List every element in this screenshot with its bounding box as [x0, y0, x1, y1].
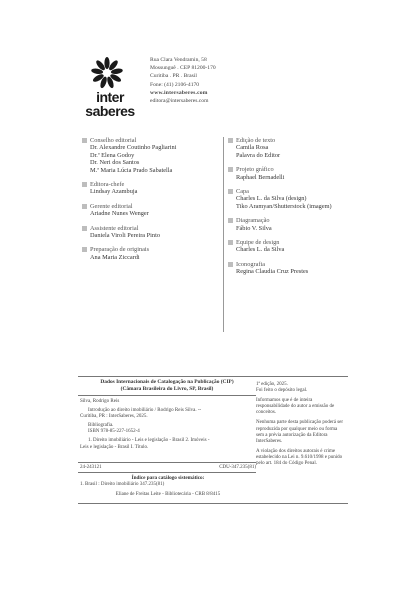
cip-imprint-line: Curitiba, PR : InterSaberes, 2025.	[80, 414, 148, 420]
bullet-square-icon	[228, 240, 233, 245]
address-neighborhood: Mossunguê . CEP 81200-170	[150, 65, 216, 72]
credit-name: Dr. Alexandre Coutinho Pagliarini	[90, 144, 177, 152]
cip-author: Silva, Rodrigo Reis	[80, 399, 120, 404]
credit-block	[82, 203, 217, 218]
reproduction-note: Nenhuma parte desta publicação poderá ser reproduzida por qualquer meio ou forma sem a prévia autorização da Editora InterSaberes.	[256, 420, 344, 444]
credit-role: Gerente editorial	[90, 202, 133, 210]
responsibility-note: Informamos que é de inteira responsabilidade do autor a emissão de conceitos.	[256, 398, 335, 416]
edition-note: 1ª edição, 2025.	[256, 382, 288, 387]
credit-block	[228, 261, 368, 276]
address-phone: Fone: (41) 2106-4170	[150, 81, 200, 88]
credit-block	[82, 137, 217, 174]
cip-title-rule	[78, 395, 256, 396]
brand-name-line2: saberes	[85, 103, 135, 119]
librarian-credit: Eliane de Freitas Leite - Bibliotecária - CRB 8/8415	[115, 492, 221, 497]
credit-role: Preparação de originais	[90, 246, 150, 254]
credit-block	[228, 217, 368, 232]
bullet-square-icon	[82, 182, 87, 187]
credit-role: Editora-chefe	[90, 181, 125, 189]
cip-title-line: Introdução ao direito imobiliário / Rodrigo Reis Silva. --	[88, 408, 202, 414]
credit-block	[228, 166, 368, 181]
credit-name: Ana Maria Ziccardi	[90, 253, 140, 261]
credit-name: Daniela Viroli Pereira Pinto	[90, 232, 160, 240]
page-bottom-rule	[78, 503, 348, 504]
credits-right-column	[222, 137, 368, 283]
legal-notes	[256, 382, 346, 471]
credit-name: Raphael Bernadelli	[236, 173, 285, 181]
cip-subjects-line1: 1. Direito imobiliário - Leis e legislação - Brasil 2. Imóveis -	[88, 438, 210, 444]
credit-role: Equipe de design	[236, 239, 280, 247]
cip-bibliography: Bibliografia.	[88, 423, 114, 429]
publisher-logo	[78, 56, 138, 122]
credit-block	[228, 239, 368, 254]
credit-role: Projeto gráfico	[236, 166, 274, 174]
bullet-square-icon	[82, 204, 87, 209]
credit-name: Dr.ª Elena Godoy	[90, 151, 135, 159]
cip-top-rule	[78, 376, 348, 377]
credit-name: Palavra do Editor	[236, 151, 281, 159]
credit-name: Ariadne Nunes Wenger	[90, 210, 149, 218]
credit-name: Lindsay Azambuja	[90, 188, 138, 196]
bullet-square-icon	[228, 167, 233, 172]
publisher-address	[150, 56, 310, 105]
credit-name: Regina Claudia Cruz Prestes	[236, 268, 309, 276]
credit-role: Edição de texto	[236, 137, 276, 144]
bullet-square-icon	[82, 247, 87, 252]
credit-name: Charles L. da Silva	[236, 246, 285, 254]
address-street: Rua Clara Vendramin, 58	[150, 57, 207, 63]
address-city: Curitiba . PR . Brasil	[150, 73, 197, 80]
deposit-note: Foi feito o depósito legal.	[256, 388, 308, 394]
bullet-square-icon	[228, 218, 233, 223]
credit-block	[82, 181, 217, 196]
credit-name: Fábio V. Silva	[236, 224, 272, 232]
cip-cdu: CDU-347.235(81)	[219, 465, 256, 470]
credit-role: Diagramação	[236, 217, 270, 225]
copyright-violation-note: A violação dos direitos autorais é crime estabelecido na Lei n. 9.610/1998 e punido pelo art. 184 do Código Penal.	[256, 448, 343, 467]
credit-name: Dr. Neri dos Santos	[90, 159, 140, 167]
cip-index-rule	[78, 472, 256, 473]
flower-logo-icon	[90, 56, 124, 90]
credit-block	[82, 225, 217, 240]
credit-block	[82, 246, 217, 261]
bullet-square-icon	[228, 262, 233, 267]
credit-role: Capa	[236, 188, 249, 196]
bullet-square-icon	[82, 138, 87, 143]
cip-bottom-rule	[78, 462, 256, 463]
cip-numbers	[80, 465, 256, 471]
bullet-square-icon	[228, 138, 233, 143]
credit-block	[228, 137, 368, 159]
cip-title-line1: Dados Internacionais de Catalogação na Publicação (CIP)	[100, 379, 234, 385]
brand-name-line1: inter	[96, 89, 124, 105]
credit-name: Tiko Aramyan/Shutterstock (imagem)	[236, 202, 332, 210]
address-website: www.intersaberes.com	[150, 89, 208, 96]
cip-record	[80, 399, 256, 451]
index-title: Índice para catálogo sistemático:	[131, 475, 205, 481]
credit-role: Iconografia	[236, 260, 266, 268]
index-entry: 1. Brasil : Direito imobiliário 347.235(81)	[80, 482, 165, 487]
credit-name: M.ª Maria Lúcia Prado Sabatella	[90, 166, 173, 174]
credits-left-column	[82, 137, 224, 332]
bullet-square-icon	[228, 189, 233, 194]
credit-name: Camila Rosa	[236, 144, 269, 152]
credit-name: Charles L. da Silva (design)	[236, 195, 307, 203]
bullet-square-icon	[82, 226, 87, 231]
credit-block	[228, 188, 368, 210]
credit-role: Assistente editorial	[90, 224, 139, 232]
cip-isbn: ISBN 978-85-227-1652-4	[88, 429, 140, 435]
cip-subjects-line2: Leis e legislação - Brasil I. Título.	[80, 444, 149, 450]
cip-title	[78, 379, 256, 392]
cip-title-line2: (Câmara Brasileira do Livro, SP, Brasil)	[120, 385, 214, 392]
cip-call-number: 24-243121	[80, 465, 102, 470]
credit-role: Conselho editorial	[90, 137, 137, 144]
address-email: editora@intersaberes.com	[150, 98, 209, 105]
